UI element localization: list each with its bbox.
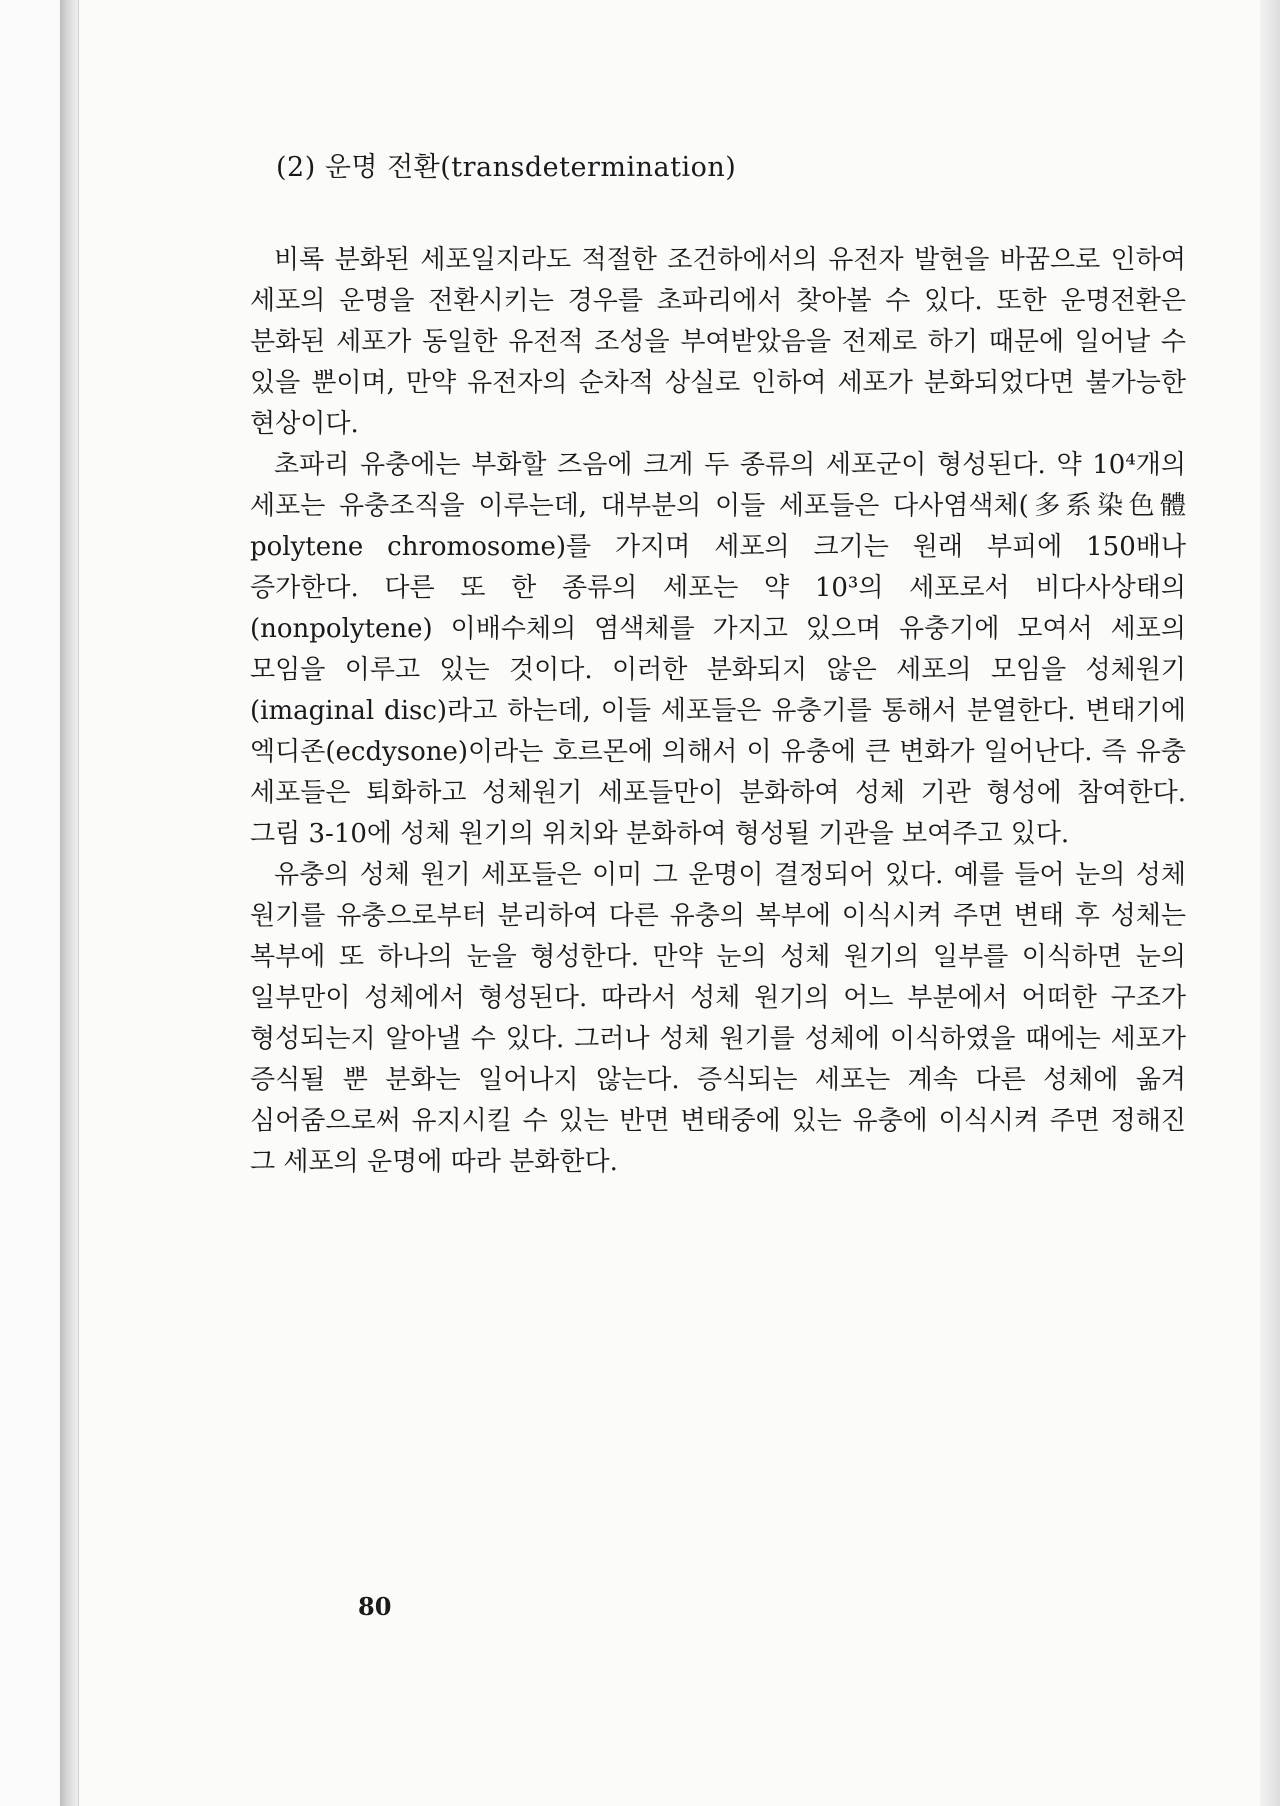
page-content [250, 148, 1186, 1183]
section-heading: (2) 운명 전환(transdetermination) [276, 152, 737, 183]
paragraph-2: 초파리 유충에는 부화할 즈음에 크게 두 종류의 세포군이 형성된다. 약 10⁴개의 세포는 유충조직을 이루는데, 대부분의 이들 세포들은 다사염색체(多系染色體 polytene chromosome)를 가지며 세포의 크기는 원래 부피에 150배나 증가한다. 다른 또 한 종류의 세포는 약 10³의 세포로서 비다사상태의(nonpolytene) 이배수체의 염색체를 가지고 있으며 유충기에 모여서 세포의 모임을 이루고 있는 것이다. 이러한 분화되지 않은 세포의 모임을 성체원기(imaginal disc)라고 하는데, 이들 세포들은 유충기를 통해서 분열한다. 변태기에 엑디존(ecdysone)이라는 호르몬에 의해서 이 유충에 큰 변화가 일어난다. 즉 유충 세포들은 퇴화하고 성체원기 세포들만이 분화하여 성체 기관 형성에 참여한다. 그림 3-10에 성체 원기의 위치와 분화하여 형성될 기관을 보여주고 있다. [250, 450, 1186, 849]
page-number: 80 [358, 1592, 392, 1621]
book-page [78, 0, 1260, 1806]
page-edge-right [1260, 0, 1280, 1806]
paragraph-3: 유충의 성체 원기 세포들은 이미 그 운명이 결정되어 있다. 예를 들어 눈의 성체 원기를 유충으로부터 분리하여 다른 유충의 복부에 이식시켜 주면 변태 후 성체는 복부에 또 하나의 눈을 형성한다. 만약 눈의 성체 원기의 일부를 이식하면 눈의 일부만이 성체에서 형성된다. 따라서 성체 원기의 어느 부분에서 어떠한 구조가 형성되는지 알아낼 수 있다. 그러나 성체 원기를 성체에 이식하였을 때에는 세포가 증식될 뿐 분화는 일어나지 않는다. 증식되는 세포는 계속 다른 성체에 옮겨 심어줌으로써 유지시킬 수 있는 반면 변태중에 있는 유충에 이식시켜 주면 정해진 그 세포의 운명에 따라 분화한다. [250, 860, 1186, 1177]
page-edge-left [60, 0, 78, 1806]
paragraph-1: 비록 분화된 세포일지라도 적절한 조건하에서의 유전자 발현을 바꿈으로 인하여 세포의 운명을 전환시키는 경우를 초파리에서 찾아볼 수 있다. 또한 운명전환은 분화된 세포가 동일한 유전적 조성을 부여받았음을 전제로 하기 때문에 일어날 수 있을 뿐이며, 만약 유전자의 순차적 상실로 인하여 세포가 분화되었다면 불가능한 현상이다. [250, 245, 1186, 439]
